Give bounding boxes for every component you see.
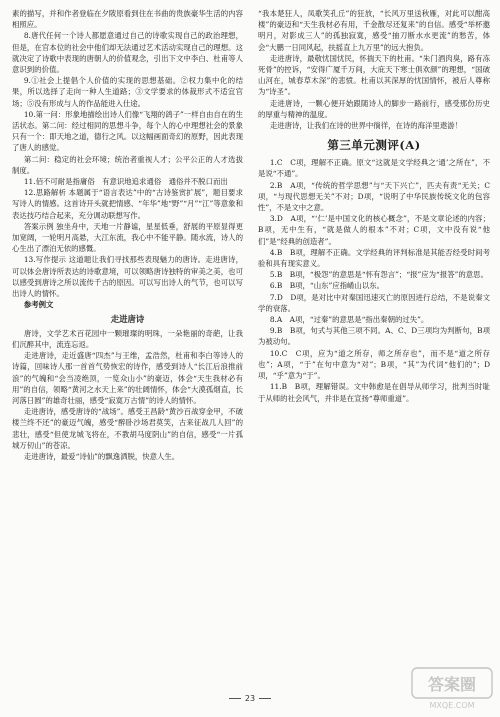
watermark-logo: [410, 664, 494, 712]
left-paragraph: 素的描写，并和作者登临在夕陂原看到住在书曲的贵族豪华生活的内容相照应。: [12, 9, 243, 30]
left-paragraph: 走进唐诗，走近盛唐“四杰”与王维，孟浩然，杜甫和李白等诗人的诗篇，回味诗人那一首首气势恢宏的诗作，感受到诗人“长江后浪推前浪”的气魄和“会当凌绝顶，一览众山小”的豪迈，体会“天生我材必有用”的自信，领略“黄河之水天上来”的壮阔情怀，体会“大漠孤烟直，长河落日圆”的雄奇壮丽，感受“寂寞万古情”的诗人的情怀。: [12, 351, 243, 405]
right-paragraph: 4.B B项，理解不正确。文学经典的评判标准是其能否经受时间考验和具有现实意义。: [258, 247, 490, 269]
page-number: 23: [0, 694, 500, 703]
right-paragraph: 第三单元测评(A): [327, 138, 421, 153]
left-paragraph: 走进唐诗，感受唐诗的“战场”。感受王昌龄“黄沙百战穿金甲，不破楼兰终不还”的豪迈气魄，感受“醉卧沙场君莫笑，古来征战几人回”的悲壮，感受“但使龙城飞将在，不教胡马度阴山”的自信，感受“一片孤城万仞山”的苍凉。: [12, 407, 243, 450]
right-paragraph: 走进唐诗，让我们在诗的世界中徜徉，在诗的海洋里遨游！: [269, 121, 462, 131]
right-paragraph: 9.B B项，句式与其他三项不同。A、C、D三项均为判断句，B项为被动句。: [258, 326, 490, 347]
right-paragraph: 8.A A项，“过秦”的意思是“指出秦朝的过失”。: [269, 315, 429, 325]
left-paragraph: 走进唐诗，最爱“诗仙”的飘逸洒脱，快意人生。: [23, 451, 180, 461]
left-paragraph: 12.思路解析 本题属于“语言表达”中的“古诗鉴赏扩展”，题目要求写诗人的情感。这首诗开头就把情感、“年华”地“野”“月”“江”等意象和表达技巧结合起来，充分调动联想写作。: [12, 188, 243, 220]
left-paragraph: 8.唐代任何一个诗人都愿意通过自己的诗歌实现自己的政治理想，但是，在官本位的社会中他们却无法通过艺术活动实现自己的理想。这就决定了诗歌中表现的唐朝人的价值观念，引出下文中李白、杜甫等人意识到的价值。: [12, 31, 243, 75]
svg-text:答案圈: 答案圈: [427, 675, 477, 694]
right-paragraph: 10.C C项，应为“道之所存，师之所存也”，而不是“道之所存也”；A项，“于”在句中意为“对”；B项，“其”为代词“他们的”；D项，“乎”意为“于”。: [258, 348, 490, 381]
right-paragraph: 2.B A项，“传统的哲学思想”与“天下兴亡”，匹夫有责“无关；C项，“与现代思想无关”不对；D项，“说明了中华民族传统文化的包容性”，不是文中之意。: [258, 180, 490, 213]
right-paragraph: 走进唐诗，一颗心便开始跟随诗人的脚步一路前行，感受那份历史的厚重与精神的温度。: [258, 98, 490, 119]
left-paragraph: 走进唐诗: [110, 314, 145, 325]
left-paragraph: 11.佰不可耐是指庸俗 有意识地追求通俗 通俗并不脱口而出: [23, 177, 228, 187]
left-paragraph: 10.第一问：形象地描绘出诗人们像“飞翔的鸽子”一样自由自在的生活状态。第二问：经过相同的思想斗争，每个人的心中理想社会的景象只有一个：即天地之道，德行之风。以这幅画面奇幻的原野，因此表现了唐人的感觉。: [12, 109, 243, 153]
right-paragraph: 1.C C项，理解不正确。原文“这就是文学经典之‘通’之所在”，不是说“不通”。: [258, 158, 490, 179]
right-column: [258, 8, 490, 404]
left-paragraph: 唐诗，文学艺术百花园中一颗璀璨的明珠，一朵艳丽的奇葩，让我们沉醉其中，流连忘返。: [12, 328, 243, 349]
right-paragraph: 走进唐诗，最敬忧国忧民，怀揣天下的杜甫。“朱门酒肉臭，路有冻死骨”的控诉，“安得广厦千万间，大庇天下寒士俱欢颜”的理想，“国破山河在，城春草木深”的悲愤。杜甫以其深厚的忧国情怀，被后人尊称为“诗圣”。: [258, 53, 490, 97]
right-paragraph: “我本楚狂人，凤歌笑孔丘”的狂放，“长风万里送秋雁，对此可以酣高楼”的豪迈和“天生我材必有用，千金散尽还复来”的自信。感受“举杯邀明月，对影成三人”的孤独寂寞，感受“抽刀断水水更流”的愁苦，体会“大鹏一日同风起，扶摇直上九万里”的远大抱负。: [258, 9, 490, 52]
left-paragraph: 9.①社会上提倡个人价值的实现的思想基础。②权力集中化的结果，所以选择了走向一种人生道路；③文学要求的体裁形式不适宜官场；⑤没有形成与人的作品能进入仕途。: [12, 76, 243, 108]
left-paragraph: 13.写作提示 这道题让我们寻找那些表现魅力的唐诗。走进唐诗，可以体会唐诗所表达的诗歌意境，可以领略唐诗独特的审美之美，也可以感受到唐诗之所以流传千古的原因。可以写出诗人的气节，也可以写出诗人的情怀。: [12, 255, 243, 299]
svg-text:MXQE.COM: MXQE.COM: [429, 701, 475, 710]
left-column: [12, 8, 243, 462]
left-paragraph: 参考例文: [23, 300, 54, 310]
left-paragraph: 第二问：稳定的社会环境；统治者重视人才；公平公正的人才选拔制度。: [12, 154, 243, 175]
right-paragraph: 3.D A项，“‘仁’是中国文化的核心概念”，不是文章论述的内容；B项，无中生有，“就是做人的根本”不对；C项，文中没有说“他们”是“经典的创造者”。: [258, 214, 490, 246]
right-paragraph: 6.B B项，“山东”应指崤山以东。: [269, 281, 384, 291]
right-paragraph: 11.B B项，理解错误。文中韩愈是在倡导从师学习，批判当时耻于从师的社会风气，并非是在宣扬“尊师重道”。: [258, 382, 490, 403]
left-paragraph: 答案示例 独坐舟中，天地一片静谧，星星低垂，舒展的平原显得更加宽阔，一轮明月高悬，大江东流，我心中不能平静。随水流，诗人的心生出了漂泊无依的感慨。: [12, 221, 243, 254]
right-paragraph: 5.B B项，“极怨”的意思是“怀有怨言”；“报”应为“报答”的意思。: [269, 270, 488, 280]
right-paragraph: 7.D D项，是对比中对秦国迅速灭亡的原因进行总结，不是说秦文学的衰落。: [258, 292, 490, 313]
